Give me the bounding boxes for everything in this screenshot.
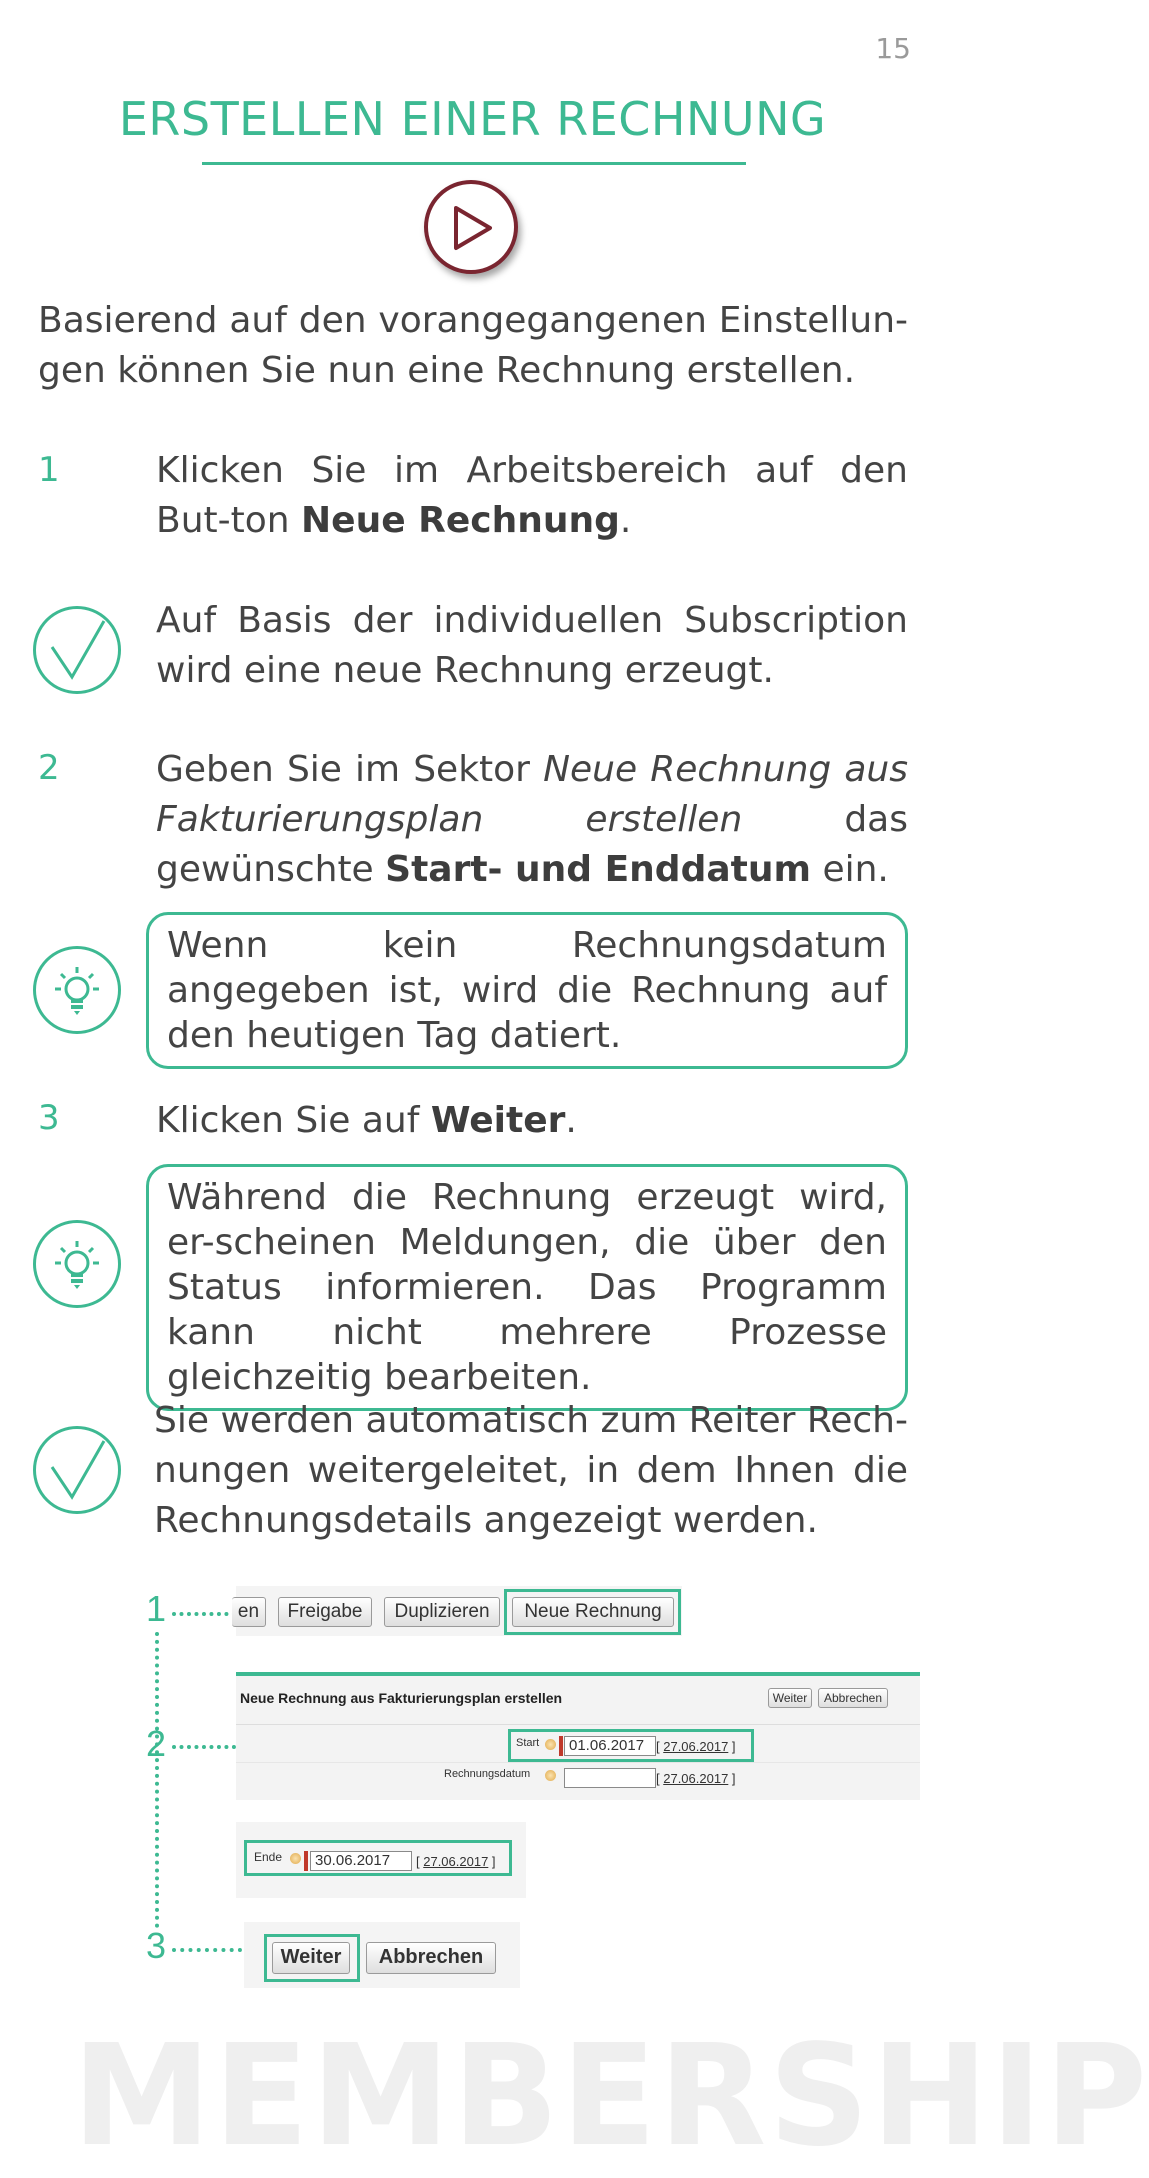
start-label: Start [516, 1737, 540, 1749]
step-1-number: 1 [38, 450, 60, 490]
panel-abbrechen-button[interactable]: Abbrechen [818, 1688, 888, 1708]
intro-paragraph: Basierend auf den vorangegangenen Einstellun-gen können Sie nun eine Rechnung erstellen. [38, 300, 908, 391]
step-1-text-b: . [619, 500, 632, 541]
result-1-text: Auf Basis der individuellen Subscription wird eine neue Rechnung erzeugt. [156, 600, 908, 691]
panel-divider [236, 1762, 920, 1763]
step-2-text-a: Geben Sie im Sektor [156, 749, 544, 790]
end-today-value[interactable]: 27.06.2017 [423, 1854, 489, 1869]
start-today-value[interactable]: 27.06.2017 [663, 1739, 729, 1754]
highlight-start [508, 1729, 754, 1762]
page-title: ERSTELLEN EINER RECHNUNG [118, 92, 827, 146]
highlight-weiter [264, 1934, 360, 1982]
play-icon [450, 204, 496, 252]
toolbar-partial-button[interactable]: en [232, 1597, 266, 1627]
lightbulb-icon [33, 946, 121, 1034]
rechnungsdatum-today-value[interactable]: 27.06.2017 [663, 1771, 729, 1786]
highlight-ende [244, 1840, 512, 1876]
start-today-link[interactable]: [ 27.06.2017 ] [656, 1739, 736, 1754]
play-button[interactable] [424, 180, 518, 274]
callout-3: 3 [146, 1925, 167, 1966]
weiter-button[interactable]: Weiter [272, 1942, 350, 1974]
result-2-text: Sie werden automatisch zum Reiter Rech-nungen weitergeleitet, in dem Ihnen die Rechnungsdetails angezeigt werden. [154, 1400, 908, 1541]
rechnungsdatum-input[interactable] [564, 1768, 656, 1788]
rechnungsdatum-today-link[interactable]: [ 27.06.2017 ] [656, 1771, 736, 1786]
panel-divider [236, 1724, 920, 1725]
callout-1: 1 [146, 1588, 167, 1629]
step-2-text-c: ein. [811, 849, 889, 890]
lightbulb-icon [33, 1220, 121, 1308]
step-2-text-b: das gewünschte [156, 799, 908, 890]
step-2-bold: Start- und Enddatum [385, 849, 811, 890]
callout-vertical-line [155, 1632, 159, 1928]
page-number: 15 [875, 32, 911, 65]
abbrechen-button[interactable]: Abbrechen [366, 1942, 496, 1974]
neue-rechnung-button[interactable]: Neue Rechnung [512, 1597, 674, 1627]
tip-box-1: Wenn kein Rechnungsdatum angegeben ist, wird die Rechnung auf den heutigen Tag datiert. [146, 912, 908, 1069]
step-1-bold: Neue Rechnung [301, 500, 620, 541]
watermark-text: MEMBERSHIP [72, 2015, 1149, 2178]
callout-3-line [172, 1948, 242, 1952]
step-3-number: 3 [38, 1098, 60, 1138]
step-3-text [156, 1096, 908, 1146]
freigabe-button[interactable]: Freigabe [278, 1597, 372, 1627]
tip-box-2: Während die Rechnung erzeugt wird, er-scheinen Meldungen, die über den Status informieren. Das Programm kann nicht mehrere Prozesse gleichzeitig bearbeiten. [146, 1164, 908, 1411]
callout-1-line [172, 1612, 236, 1616]
end-today-link[interactable]: [ 27.06.2017 ] [416, 1854, 496, 1869]
step-2-number: 2 [38, 748, 60, 788]
step-2-text [156, 745, 908, 895]
step-1-text [156, 446, 908, 546]
callout-2-line [172, 1745, 236, 1749]
step-3-text-b: . [565, 1100, 577, 1141]
step-1-text-a: Klicken Sie im Arbeitsbereich auf den But-ton [156, 450, 908, 541]
check-icon [33, 1426, 121, 1514]
check-icon [33, 606, 121, 694]
info-icon [545, 1770, 556, 1781]
end-date-input[interactable]: 30.06.2017 [310, 1851, 412, 1871]
start-date-input[interactable]: 01.06.2017 [564, 1736, 656, 1756]
rechnungsdatum-label: Rechnungsdatum [444, 1768, 531, 1780]
panel-weiter-button[interactable]: Weiter [768, 1688, 812, 1708]
highlight-neue-rechnung [504, 1589, 681, 1635]
duplizieren-button[interactable]: Duplizieren [384, 1597, 500, 1627]
step-2-italic: Neue Rechnung aus Fakturierungsplan erstellen [156, 749, 908, 840]
step-3-bold: Weiter [430, 1100, 566, 1141]
title-underline [202, 162, 746, 165]
step-3-text-a: Klicken Sie auf [156, 1100, 431, 1141]
callout-2: 2 [146, 1723, 167, 1764]
ende-label: Ende [254, 1850, 283, 1864]
panel-title: Neue Rechnung aus Fakturierungsplan erstellen [240, 1690, 563, 1706]
